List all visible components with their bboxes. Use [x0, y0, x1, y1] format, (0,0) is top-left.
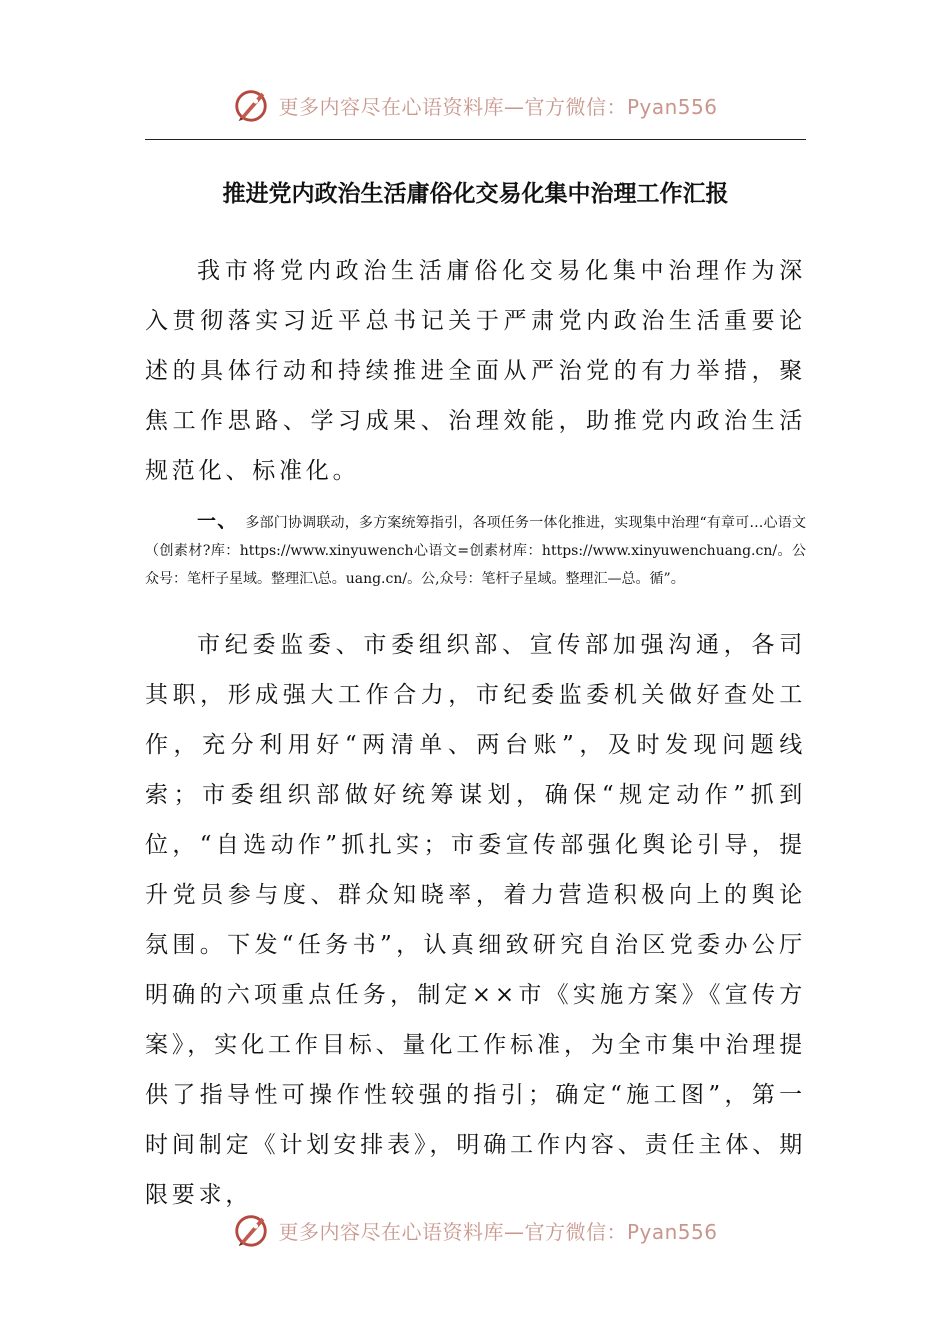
pen-logo-icon — [232, 1211, 270, 1249]
document-title: 推进党内政治生活庸俗化交易化集中治理工作汇报 — [222, 181, 729, 207]
section-heading-1 — [145, 507, 806, 593]
pen-logo-icon — [232, 86, 270, 124]
body-paragraph: 市纪委监委、市委组织部、宣传部加强沟通，各司其职，形成强大工作合力，市纪委监委机关做好查处工作，充分利用好“两清单、两台账”，及时发现问题线索；市委组织部做好统筹谋划，确保“规定动作”抓到位，“自选动作”抓扎实；市委宣传部强化舆论引导，提升党员参与度、群众知晓率，着力营造积极向上的舆论氛围。下发“任务书”，认真细致研究自治区党委办公厅明确的六项重点任务，制定××市《实施方案》《宣传方案》，实化工作目标、量化工作标准，为全市集中治理提供了指导性可操作性较强的指引；确定“施工图”，第一时间制定《计划安排表》，明确工作内容、责任主体、期限要求， — [145, 632, 806, 1208]
watermark-text: 更多内容尽在心语资料库—官方微信：Pyan556 — [278, 1219, 718, 1244]
intro-paragraph: 我市将党内政治生活庸俗化交易化集中治理作为深入贯彻落实习近平总书记关于严肃党内政治生活重要论述的具体行动和持续推进全面从严治党的有力举措，聚焦工作思路、学习成果、治理效能，助推党内政治生活规范化、标准化。 — [145, 258, 806, 484]
watermark-text: 更多内容尽在心语资料库—官方微信：Pyan556 — [278, 94, 718, 119]
watermark-header — [0, 80, 950, 130]
header-divider — [145, 139, 806, 140]
section-number: 一、 — [197, 510, 238, 532]
watermark-footer — [0, 1205, 950, 1255]
section-heading-text: 多部门协调联动，多方案统筹指引，各项任务一体化推进，实现集中治理“有章可…心语文（创素材?库：https://www.xinyuwench心语文=创素材库：https://www.xinyuwenchuang.cn/。公众号：笔杆子星域。整理汇\总。uang.cn/。公,众号：笔杆子星域。整理汇—总。循”。 — [145, 515, 806, 587]
